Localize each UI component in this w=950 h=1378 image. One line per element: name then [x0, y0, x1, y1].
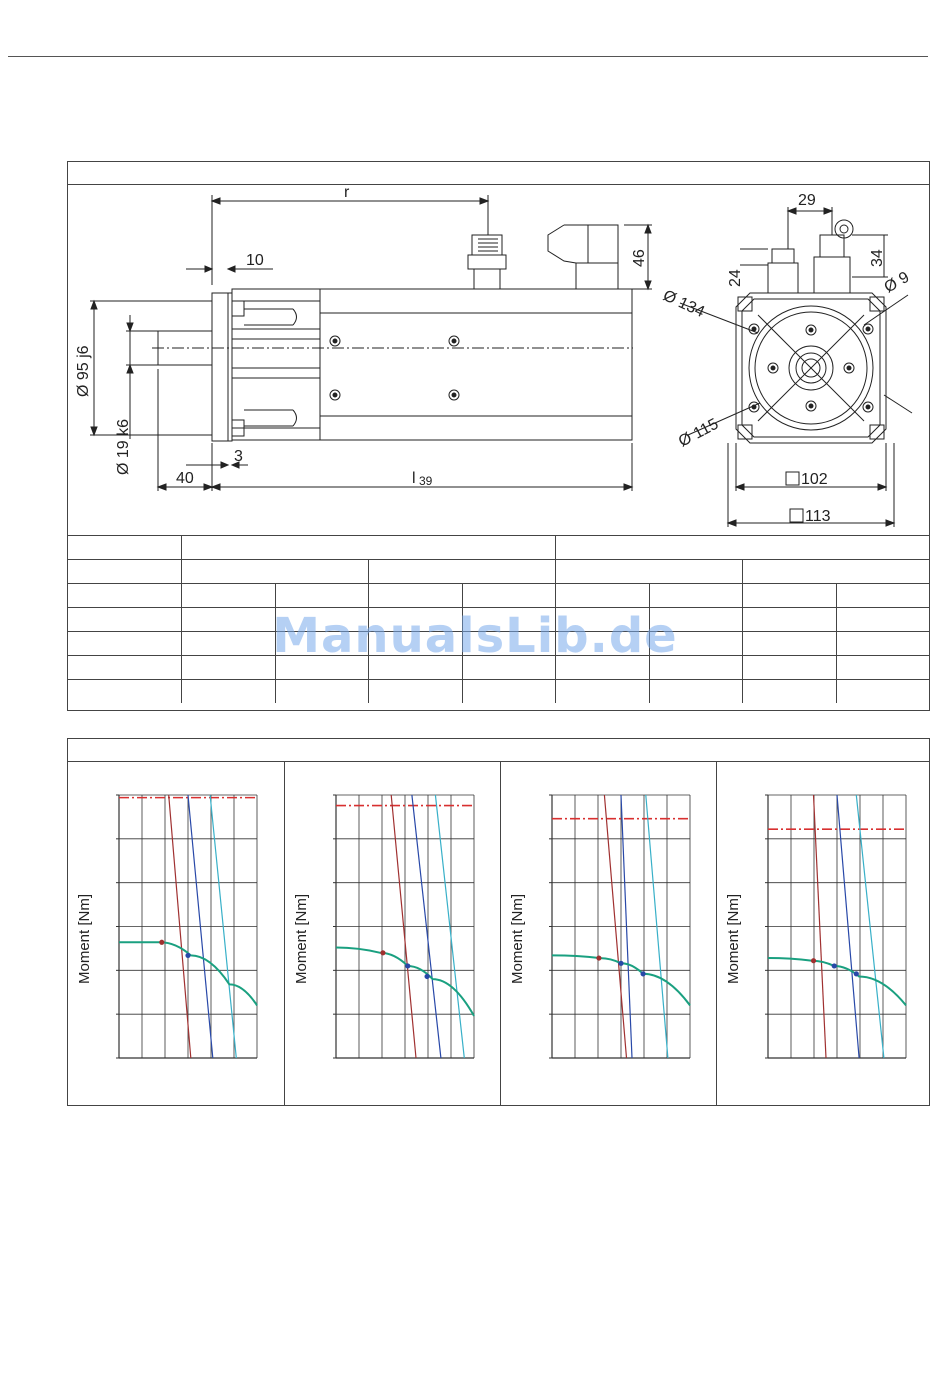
chart-cell-3: [500, 762, 717, 1105]
lower-rail: [232, 428, 320, 440]
dim-front: [660, 192, 912, 527]
charts-panel-header: [68, 739, 929, 762]
table-row: [68, 584, 929, 608]
signal-connector: [548, 225, 618, 289]
operating-point: [185, 953, 190, 958]
y-axis-label-text: Moment [Nm]: [725, 893, 742, 984]
table-row: [68, 608, 929, 632]
operating-point: [618, 961, 623, 966]
table-row: [68, 536, 929, 560]
table-row: [68, 632, 929, 656]
drawing-panel-header: [68, 162, 929, 185]
operating-point: [159, 940, 164, 945]
svg-text:113: 113: [805, 508, 831, 525]
chart-cell-4: [716, 762, 930, 1105]
svg-text:Ø 95 j6: Ø 95 j6: [75, 345, 92, 397]
y-axis-label-text: Moment [Nm]: [293, 893, 310, 984]
middle-rail: [232, 368, 320, 378]
table-row: [68, 560, 929, 584]
svg-text:39: 39: [419, 474, 433, 488]
dim-flange-thickness: [186, 252, 273, 272]
operating-point: [854, 971, 859, 976]
chart-cell-2: [284, 762, 501, 1105]
svg-text:29: 29: [798, 192, 816, 209]
power-connector: [468, 235, 506, 289]
motor-body: [320, 289, 632, 440]
body-screws: [330, 336, 459, 400]
operating-point: [811, 958, 816, 963]
svg-text:r: r: [344, 185, 350, 201]
dim-flange-diameter: [75, 301, 212, 435]
dim-r: [212, 185, 488, 285]
operating-point: [424, 974, 429, 979]
torque-chart-svg: [68, 762, 284, 1105]
torque-chart-svg: [285, 762, 502, 1105]
torque-chart-svg: [501, 762, 718, 1105]
y-axis-label-text: Moment [Nm]: [76, 893, 93, 984]
svg-text:24: 24: [727, 269, 744, 287]
svg-text:34: 34: [869, 249, 886, 267]
table-row: [68, 656, 929, 680]
dimension-drawing-panel: [67, 161, 930, 711]
middle-rail: [232, 329, 320, 339]
dim-spigot: [186, 448, 248, 468]
operating-point: [380, 950, 385, 955]
upper-rail: [232, 289, 320, 301]
svg-text:Ø 9: Ø 9: [881, 268, 913, 297]
dim-lengths: [158, 369, 632, 491]
svg-text:46: 46: [631, 249, 648, 267]
tie-rod-bottom: [244, 410, 297, 426]
table-row: [68, 680, 929, 704]
torque-charts-panel: [67, 738, 930, 1106]
flange-stud: [232, 300, 244, 316]
chart-cell-1: [68, 762, 284, 1105]
svg-text:l: l: [412, 470, 416, 487]
y-axis-label-text: Moment [Nm]: [509, 893, 526, 984]
operating-point: [832, 963, 837, 968]
dim-connector-height: [624, 225, 652, 289]
flange-plate: [212, 293, 228, 441]
flange-spigot: [228, 293, 232, 441]
motor-dimension-drawing: [68, 185, 929, 535]
svg-text:102: 102: [801, 471, 828, 488]
dim-shaft-diameter: [115, 315, 158, 475]
top-rule: [8, 56, 928, 57]
operating-point: [640, 971, 645, 976]
torque-chart-svg: [717, 762, 931, 1105]
svg-text:3: 3: [234, 448, 243, 465]
front-view: [736, 220, 886, 443]
watermark: ManualsLib.de: [272, 608, 678, 664]
svg-text:10: 10: [246, 252, 264, 269]
svg-text:40: 40: [176, 470, 194, 487]
svg-text:Ø 134: Ø 134: [660, 287, 708, 322]
operating-point: [405, 963, 410, 968]
svg-text:Ø 19 k6: Ø 19 k6: [115, 418, 132, 475]
svg-text:Ø 115: Ø 115: [675, 415, 722, 451]
spec-table: [68, 535, 929, 703]
tie-rod-top: [244, 309, 297, 325]
operating-point: [596, 955, 601, 960]
